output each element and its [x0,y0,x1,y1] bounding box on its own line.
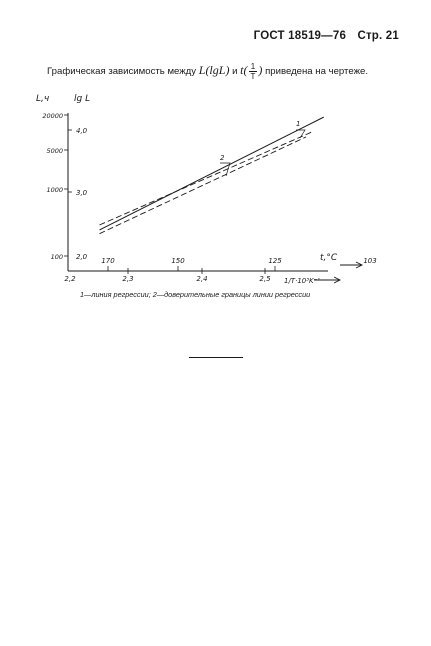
t-axis-label: t,°C [320,253,338,263]
confidence-bound-line [100,132,312,225]
formula-lgl: L(lgL) [198,63,230,78]
x-axis-label-inv-t: 1/T·10³K⁻¹ [284,277,321,285]
series-layer [100,117,324,234]
y-label-inner: lg L [74,94,91,104]
intro-before: Графическая зависимость между [47,66,197,78]
regression-line [100,117,324,230]
series-label-1-leader [296,130,305,138]
fraction-numerator: 1 [249,62,258,72]
x-tick-label: 2,5 [259,275,271,283]
y-tick-label: 100 [50,253,63,261]
y-tick-label: 5000 [46,147,63,155]
x-tick-label: 2,4 [196,275,208,283]
standard-number: ГОСТ 18519—76 [253,30,347,42]
paren-open: ( [243,63,248,78]
t-tick-label: 150 [171,257,185,265]
figure-caption: 1—линия регрессии; 2—доверительные границы линии регрессии [80,290,311,299]
paren-close: ) [258,63,263,78]
x-tick-label: 2,2 [64,275,76,283]
y-tick-label: 1000 [46,186,63,194]
confidence-bound-line [100,137,307,234]
y-tick-label-lg: 4,0 [76,127,88,135]
series-label-2: 2 [220,154,225,162]
page-number: Стр. 21 [357,30,399,42]
series-label-1: 1 [296,120,301,128]
t-tick-label: 103 [363,257,377,265]
end-rule [189,357,243,358]
t-tick-label: 125 [268,257,282,265]
formula-t: t [240,63,244,78]
x-tick-label: 2,3 [122,275,134,283]
y-tick-label-lg: 3,0 [76,189,88,197]
fraction-denominator: T [250,72,256,81]
t-tick-label: 170 [101,257,115,265]
intro-after: приведена на чертеже. [265,66,368,78]
intro-conj: и [232,66,238,78]
y-tick-label-lg: 2,0 [76,253,88,261]
y-label-outer: L,ч [36,94,50,104]
y-tick-label: 20000 [42,112,63,120]
